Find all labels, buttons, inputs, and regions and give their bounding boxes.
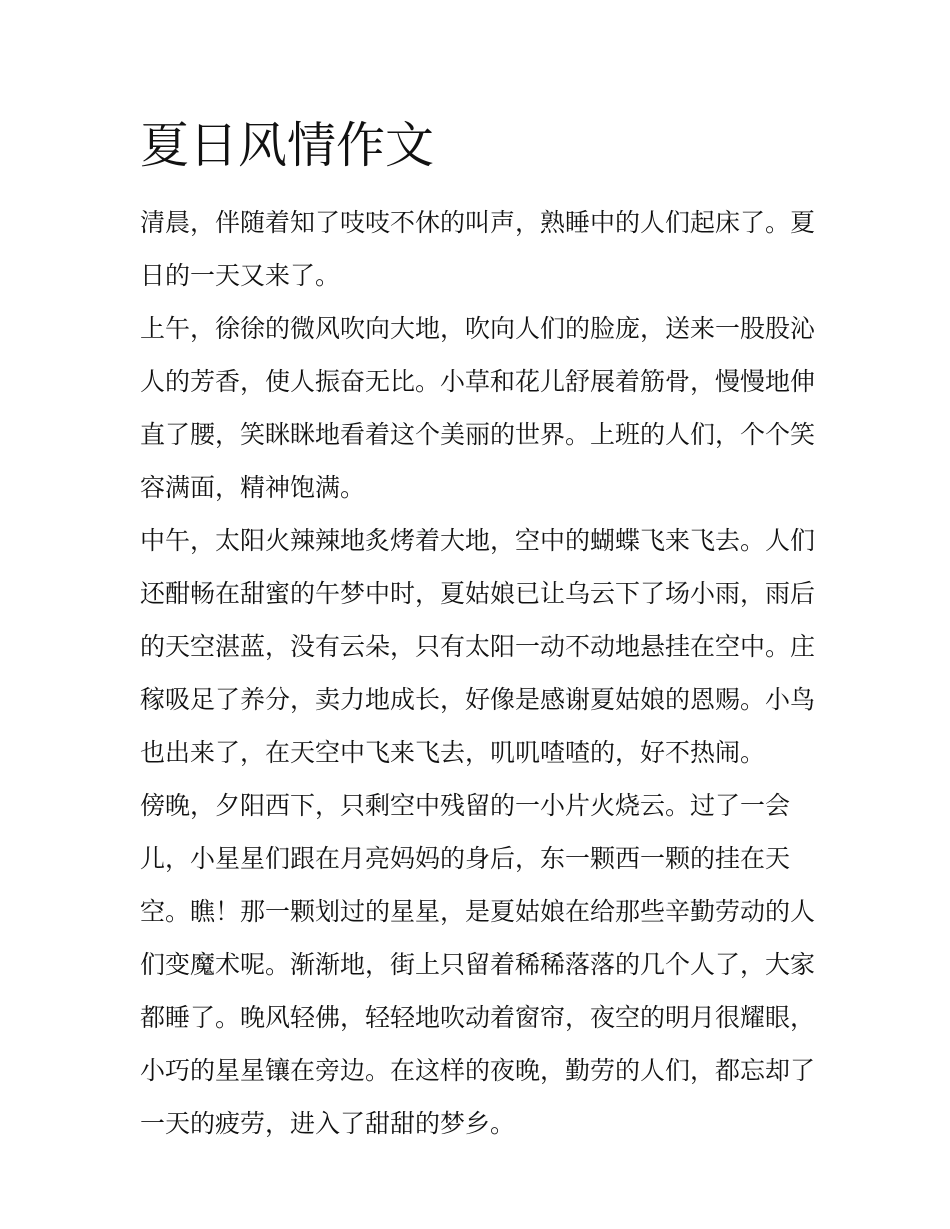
paragraph-noon xyxy=(140,514,820,779)
text-line: 直了腰，笑眯眯地看着这个美丽的世界。上班的人们，个个笑 xyxy=(140,420,816,449)
paragraph-evening xyxy=(140,779,820,1150)
text-line: 稼吸足了养分，卖力地成长，好像是感谢夏姑娘的恩赐。小鸟 xyxy=(140,685,816,714)
text-line: 们变魔术呢。渐渐地，街上只留着稀稀落落的几个人了，大家 xyxy=(140,950,816,979)
text-line: 容满面，精神饱满。 xyxy=(140,473,366,502)
paragraph-forenoon xyxy=(140,302,820,514)
document-title: 夏日风情作文 xyxy=(140,117,435,174)
text-line: 儿，小星星们跟在月亮妈妈的身后，东一颗西一颗的挂在天 xyxy=(140,844,791,873)
text-line: 上午，徐徐的微风吹向大地，吹向人们的脸庞，送来一股股沁 xyxy=(140,314,816,343)
paragraph-morning xyxy=(140,196,820,302)
text-line: 还酣畅在甜蜜的午梦中时，夏姑娘已让乌云下了场小雨，雨后 xyxy=(140,579,816,608)
text-line: 傍晚，夕阳西下，只剩空中残留的一小片火烧云。过了一会 xyxy=(140,791,791,820)
text-line: 小巧的星星镶在旁边。在这样的夜晚，勤劳的人们，都忘却了 xyxy=(140,1056,816,1085)
text-line: 人的芳香，使人振奋无比。小草和花儿舒展着筋骨，慢慢地伸 xyxy=(140,367,816,396)
text-line: 中午，太阳火辣辣地炙烤着大地，空中的蝴蝶飞来飞去。人们 xyxy=(140,526,816,555)
text-line: 也出来了，在天空中飞来飞去，叽叽喳喳的，好不热闹。 xyxy=(140,738,766,767)
document-body xyxy=(140,196,820,1150)
text-line: 的天空湛蓝，没有云朵，只有太阳一动不动地悬挂在空中。庄 xyxy=(140,632,816,661)
text-line: 清晨，伴随着知了吱吱不休的叫声，熟睡中的人们起床了。夏 xyxy=(140,208,816,237)
text-line: 都睡了。晚风轻佛，轻轻地吹动着窗帘，夜空的明月很耀眼， xyxy=(140,1003,816,1032)
text-line: 日的一天又来了。 xyxy=(140,261,341,290)
text-line: 空。瞧！那一颗划过的星星，是夏姑娘在给那些辛勤劳动的人 xyxy=(140,897,816,926)
text-line: 一天的疲劳，进入了甜甜的梦乡。 xyxy=(140,1109,516,1138)
